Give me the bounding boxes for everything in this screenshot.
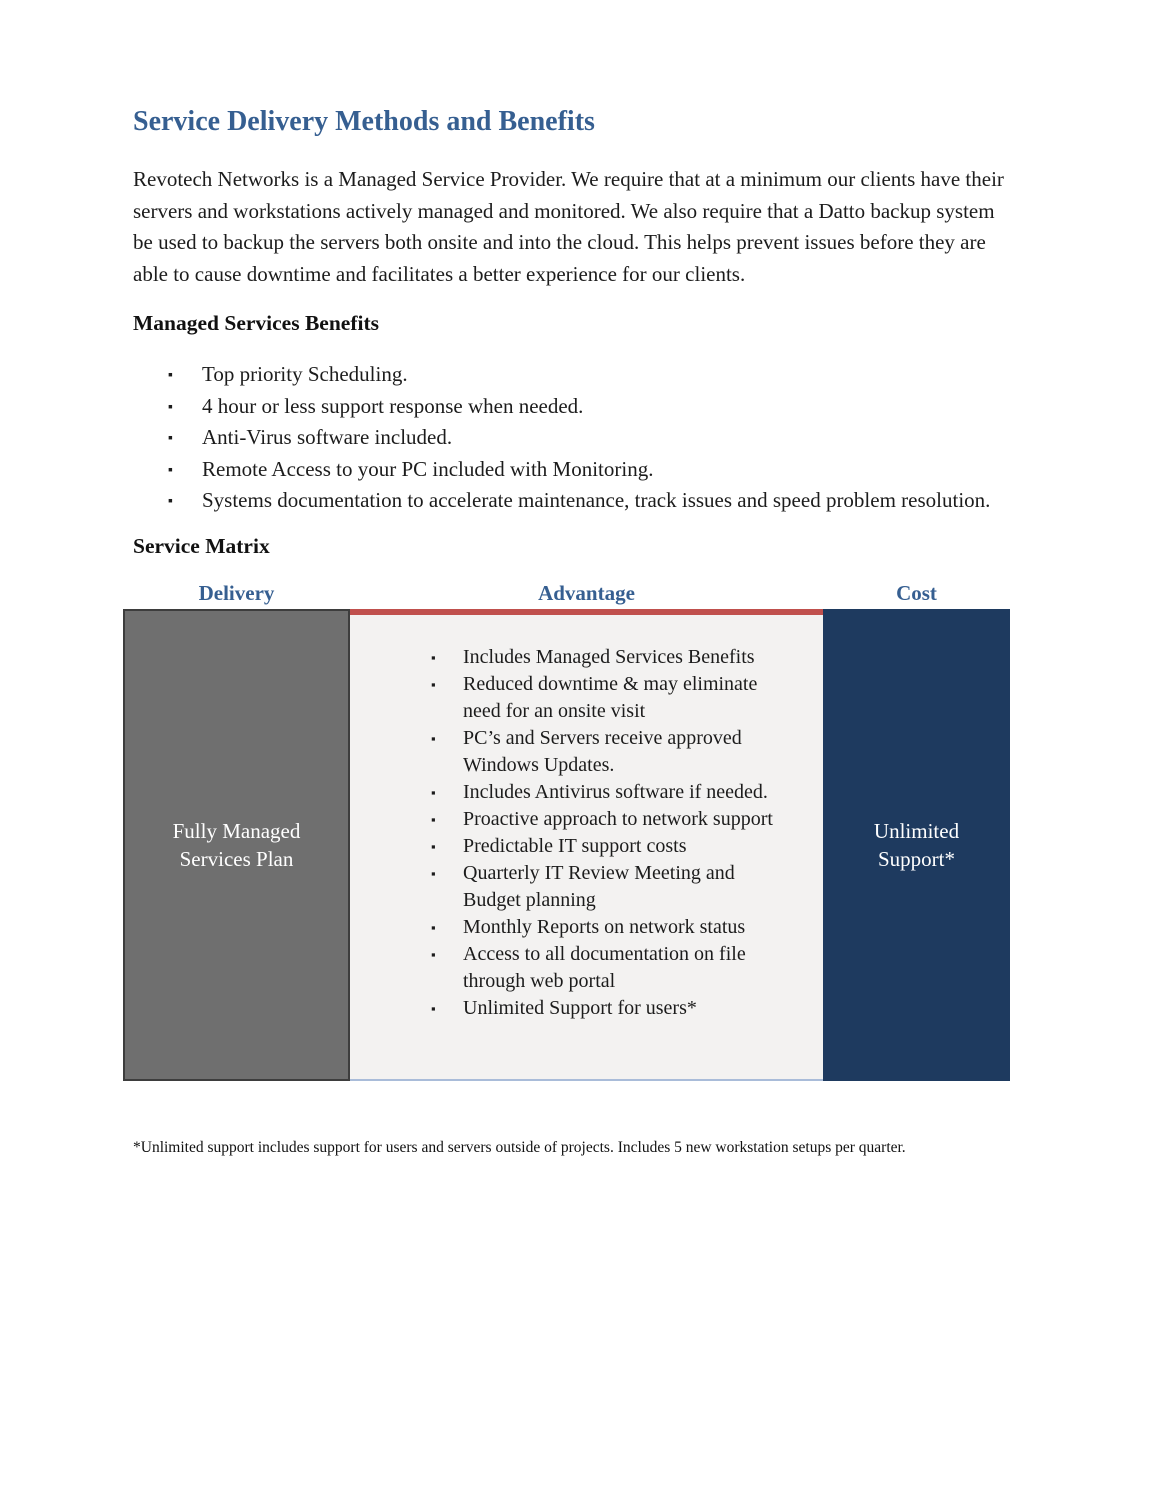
column-header-cost: Cost <box>896 580 937 605</box>
list-item: ▪ Remote Access to your PC included with Monitoring. <box>133 454 1079 486</box>
list-item: ▪ Access to all documentation on file through web portal <box>350 941 823 995</box>
matrix-heading: Service Matrix <box>133 533 270 558</box>
delivery-cell <box>123 609 350 1081</box>
advantage-cell <box>350 609 823 1081</box>
list-item: ▪ Reduced downtime & may eliminate need for an onsite visit <box>350 671 823 725</box>
list-item: ▪ 4 hour or less support response when needed. <box>133 391 1079 423</box>
benefits-heading: Managed Services Benefits <box>133 311 380 335</box>
cost-cell <box>823 609 1010 1081</box>
benefits-list <box>133 359 1011 517</box>
list-item: ▪ Proactive approach to network support <box>350 806 823 833</box>
list-item: ▪ PC’s and Servers receive approved Windows Updates. <box>350 725 823 779</box>
column-header-advantage: Advantage <box>538 580 635 605</box>
service-matrix-table <box>123 581 1010 1081</box>
list-item: ▪ Anti-Virus software included. <box>133 422 1079 454</box>
list-item: ▪ Top priority Scheduling. <box>133 359 1079 391</box>
cost-cell-label: Unlimited Support* <box>873 818 960 871</box>
delivery-cell-label: Fully Managed Services Plan <box>172 818 301 871</box>
table-row <box>123 609 1010 1081</box>
table-header-row <box>123 581 1010 609</box>
advantage-list <box>350 644 823 1022</box>
list-item: ▪ Unlimited Support for users* <box>350 995 823 1022</box>
page-title: Service Delivery Methods and Benefits <box>133 106 595 137</box>
column-header-delivery: Delivery <box>198 580 275 605</box>
list-item: ▪ Quarterly IT Review Meeting and Budget planning <box>350 860 823 914</box>
footnote: *Unlimited support includes support for users and servers outside of projects. Includes 5 new workstation setups per quarter. <box>133 1138 906 1156</box>
list-item: ▪ Predictable IT support costs <box>350 833 823 860</box>
intro-paragraph: Revotech Networks is a Managed Service Provider. We require that at a minimum our clients have their servers and workstations actively managed and monitored. We also require that a Datto backup system be used to backup the servers both onsite and into the cloud. This helps prevent issues before they are able to cause downtime and facilitates a better experience for our clients. <box>133 167 1004 286</box>
list-item: ▪ Includes Antivirus software if needed. <box>350 779 823 806</box>
list-item: ▪ Monthly Reports on network status <box>350 914 823 941</box>
list-item: ▪ Systems documentation to accelerate maintenance, track issues and speed problem resolution. <box>133 485 1079 517</box>
list-item: ▪ Includes Managed Services Benefits <box>350 644 823 671</box>
